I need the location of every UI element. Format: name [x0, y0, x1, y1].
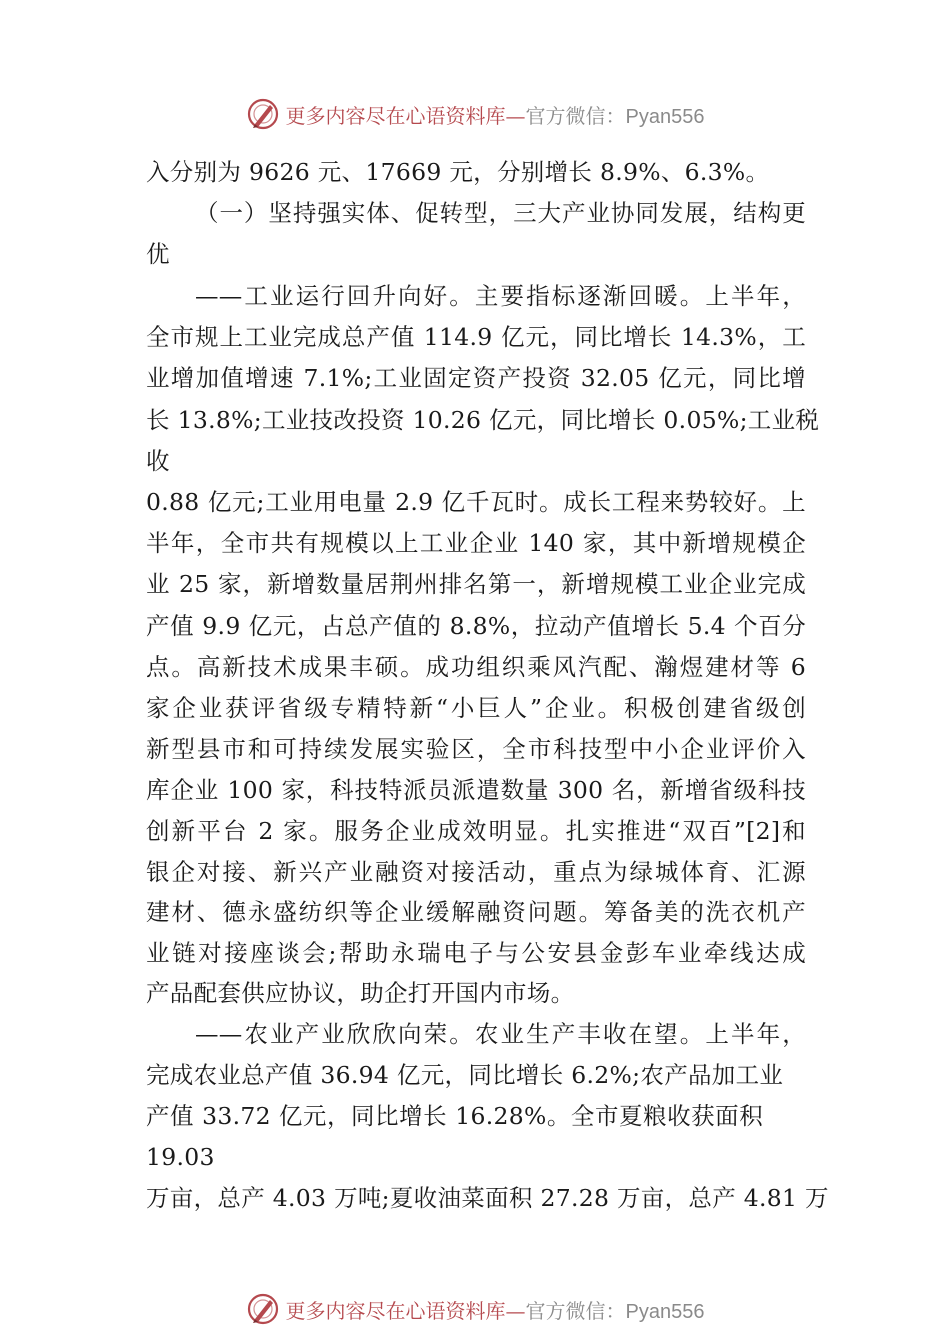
- text-line: 新型县市和可持续发展实验区，全市科技型中小企业评价入: [146, 735, 806, 763]
- text-line: 产值 33.72 亿元，同比增长 16.28%。全市夏粮收获面积: [146, 1102, 763, 1130]
- section-heading: （一）坚持强实体、促转型，三大产业协同发展，结构更: [195, 199, 806, 227]
- watermark-text: [286, 100, 705, 129]
- header-watermark: [0, 94, 950, 134]
- text-line: 家企业获评省级专精特新“小巨人”企业。积极创建省级创: [146, 694, 806, 722]
- text-line: 业链对接座谈会;帮助永瑞电子与公安县金彭车业牵线达成: [146, 939, 806, 967]
- text-line: 点。高新技术成果丰硕。成功组织乘风汽配、瀚煜建材等 6: [146, 653, 806, 681]
- text-line: 收: [146, 447, 170, 475]
- text-line: 产品配套供应协议，助企打开国内市场。: [146, 979, 575, 1007]
- watermark-official: 官方微信：: [525, 103, 626, 128]
- watermark-id: Pyan556: [625, 105, 705, 128]
- text-line: 建材、德永盛纺织等企业缓解融资问题。筹备美的洗衣机产: [146, 898, 806, 926]
- watermark-text: [286, 1295, 705, 1324]
- watermark-id: Pyan556: [625, 1300, 705, 1323]
- pen-nib-logo-icon: [246, 1292, 280, 1326]
- text-line: 入分别为 9626 元、17669 元，分别增长 8.9%、6.3%。: [146, 158, 770, 186]
- text-line: ——农业产业欣欣向荣。农业生产丰收在望。上半年，: [195, 1020, 806, 1048]
- text-line: 0.88 亿元;工业用电量 2.9 亿千瓦时。成长工程来势较好。上: [146, 488, 806, 516]
- watermark-official: 官方微信：: [525, 1298, 626, 1323]
- text-line: 创新平台 2 家。服务企业成效明显。扎实推进“双百”[2]和: [146, 817, 806, 845]
- watermark-main: 更多内容尽在心语资料库: [285, 1298, 506, 1323]
- text-line: 库企业 100 家，科技特派员派遣数量 300 名，新增省级科技: [146, 776, 806, 804]
- text-line: 长 13.8%;工业技改投资 10.26 亿元，同比增长 0.05%;工业税: [146, 406, 820, 434]
- pen-nib-logo-icon: [246, 97, 280, 131]
- text-line: 银企对接、新兴产业融资对接活动，重点为绿城体育、汇源: [146, 858, 806, 886]
- watermark-dash: —: [505, 1298, 526, 1323]
- text-line: 产值 9.9 亿元，占总产值的 8.8%，拉动产值增长 5.4 个百分: [146, 612, 806, 640]
- text-line: ——工业运行回升向好。主要指标逐渐回暖。上半年，: [195, 282, 806, 310]
- text-line: 业 25 家，新增数量居荆州排名第一，新增规模工业企业完成: [146, 570, 806, 598]
- text-line: 完成农业总产值 36.94 亿元，同比增长 6.2%;农产品加工业: [146, 1061, 784, 1089]
- footer-watermark: [0, 1289, 950, 1329]
- text-line: 万亩，总产 4.03 万吨;夏收油菜面积 27.28 万亩，总产 4.81 万: [146, 1184, 829, 1212]
- watermark-main: 更多内容尽在心语资料库: [285, 103, 506, 128]
- text-line: 半年，全市共有规模以上工业企业 140 家，其中新增规模企: [146, 529, 806, 557]
- text-line: 业增加值增速 7.1%;工业固定资产投资 32.05 亿元，同比增: [146, 364, 806, 392]
- section-heading-cont: 优: [146, 240, 170, 268]
- text-line: 19.03: [146, 1143, 215, 1171]
- watermark-dash: —: [505, 103, 526, 128]
- text-line: 全市规上工业完成总产值 114.9 亿元，同比增长 14.3%，工: [146, 323, 806, 351]
